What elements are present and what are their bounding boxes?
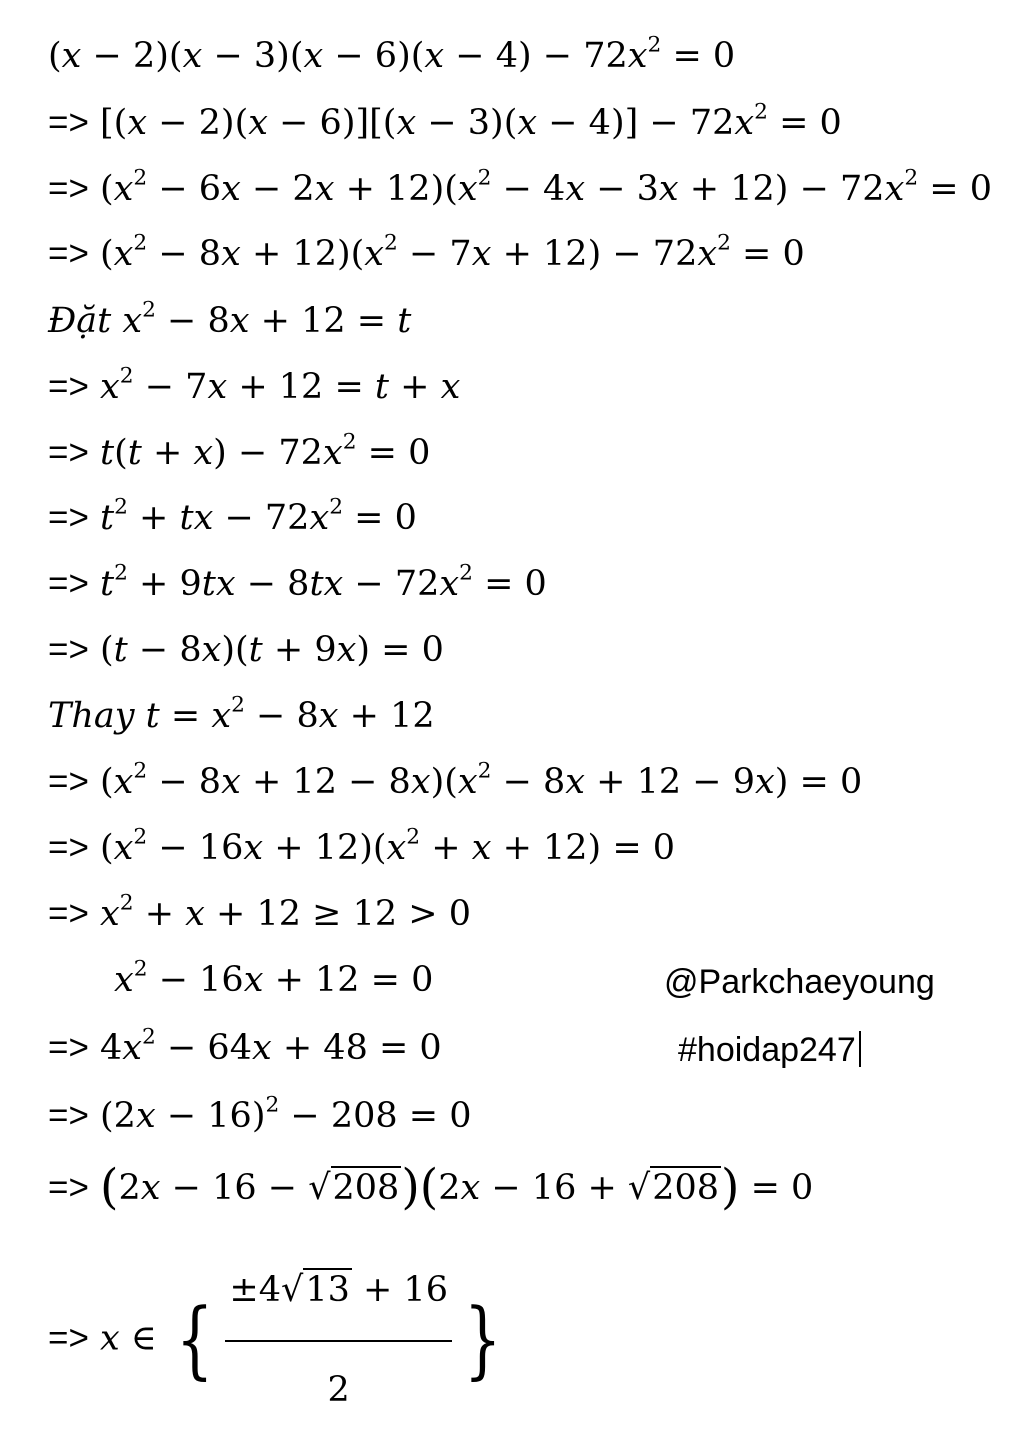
implies-arrow: => [48,630,89,669]
equation-line-11: Thay $t = x^2 - 8x + 12$ [48,692,435,736]
substitution-label: Thay [48,696,135,736]
equation-line-4: => $(x^2 - 8x + 12)(x^2 - 7x + 12) - 72x^2 = 0$ [48,230,805,274]
equation-line-8: => $t^2$ + tx − $72x^2 = 0$ [48,494,417,538]
implies-arrow: => [48,103,89,142]
equation-line-18: => (2x − 16 − √208)(2x − 16 + √208) = 0 [48,1160,814,1215]
implies-arrow: => [48,169,89,208]
equation-line-16: => $4x^2 - 64x + 48 = 0$ [48,1024,442,1068]
implies-arrow: => [48,433,89,472]
implies-arrow: => [48,234,89,273]
equation-line-13: => $(x^2 - 16x + 12)(x^2 + x + 12) = 0$ [48,824,676,868]
implies-arrow: => [48,564,89,603]
implies-arrow: => [48,498,89,537]
implies-arrow: => [48,1096,89,1135]
hashtag [678,1030,861,1070]
equation-line-9: => $t^2 + 9tx - 8tx - 72x^2 = 0$ [48,560,547,604]
equation-line-14: => $x^2 + x + 12 \ge 12 > 0$ [48,890,471,934]
substitution-label: Đặt [48,301,112,341]
author-handle: @Parkchaeyoung [664,963,935,1001]
text-cursor [859,1031,861,1067]
implies-arrow: => [48,894,89,933]
implies-arrow: => [48,1028,89,1067]
equation-line-15: $x^2 - 16x + 12 = 0$ [114,956,434,1000]
equation-line-1: $(x - 2)(x - 3)(x - 6)(x - 4) - 72x^2 = 0$ [48,32,736,76]
solution-fraction: $\frac{\pm 4√13 + 16}{2}$ [225,1244,452,1436]
implies-arrow: => [48,367,89,406]
equation-line-7: => $t(t + x) - 72x^2 = 0$ [48,429,431,473]
equation-line-10: => (t − 8x)(t + 9x) = 0 [48,630,444,670]
equation-line-12: => $(x^2 - 8x + 12 - 8x)(x^2 - 8x + 12 - 9x) = 0$ [48,758,863,802]
equation-line-17: => $(2x - 16)^2 - 208 = 0$ [48,1092,472,1136]
equation-line-3: => $(x^2 - 6x - 2x + 12)(x^2 - 4x - 3x + 12) - 72x^2 = 0$ [48,165,992,209]
equation-line-6: => $x^2 - 7x + 12 = t + x$ [48,363,461,407]
hashtag-text: #hoidap247 [678,1031,856,1069]
implies-arrow: => [48,828,89,867]
implies-arrow: => [48,1318,89,1358]
implies-arrow: => [48,1168,89,1208]
equation-line-5: Đặt $x^2 - 8x + 12 = t$ [48,297,412,341]
equation-line-19: => x ∈ { $\frac{\pm 4√13 + 16}{2}$ } [48,1244,509,1436]
equation-line-2: => $[(x - 2)(x - 6)][(x - 3)(x - 4)] - 72x^2 = 0$ [48,99,842,143]
implies-arrow: => [48,762,89,801]
